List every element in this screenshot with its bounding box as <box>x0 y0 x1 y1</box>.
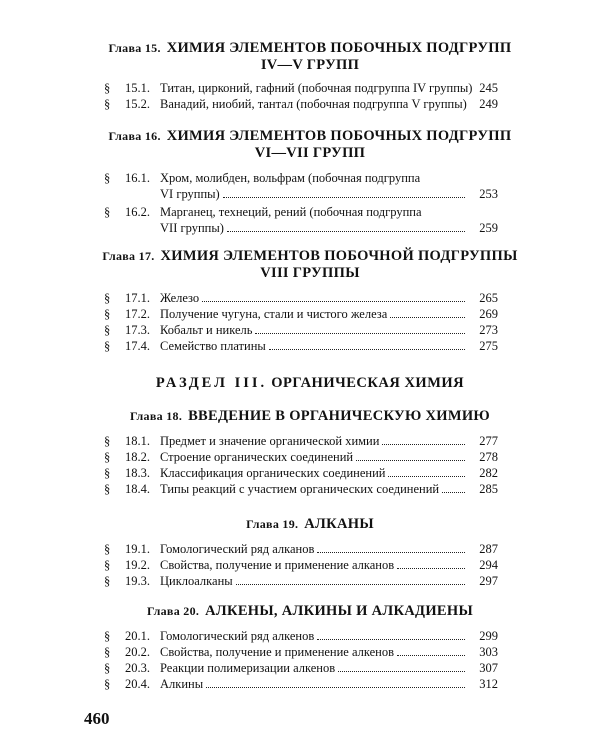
entry-number: 19.2. <box>125 558 150 572</box>
toc-entry[interactable] <box>104 96 498 112</box>
entry-number: 20.2. <box>125 645 150 659</box>
entry-number: 18.1. <box>125 434 150 448</box>
entry-title: Железо <box>160 291 200 305</box>
chapter-title: ХИМИЯ ЭЛЕМЕНТОВ ПОБОЧНОЙ ПОДГРУППЫ <box>160 248 518 264</box>
section-sign: § <box>104 542 111 556</box>
entry-number: 17.3. <box>125 323 150 337</box>
chapter-title-line2: VIII ГРУППЫ <box>260 265 360 281</box>
entry-page: 253 <box>479 187 498 201</box>
entry-title: Марганец, технеций, рений (побочная подгруппа <box>160 205 422 219</box>
chapter-title: ХИМИЯ ЭЛЕМЕНТОВ ПОБОЧНЫХ ПОДГРУПП <box>166 128 512 144</box>
toc-entry[interactable] <box>104 676 498 692</box>
section-sign: § <box>104 339 111 353</box>
leader-dots <box>202 301 465 302</box>
entry-title: Циклоалканы <box>160 574 233 588</box>
entry-title: Реакции полимеризации алкенов <box>160 661 336 675</box>
entry-title-cont: VII группы) <box>160 221 224 235</box>
section-sign: § <box>104 307 111 321</box>
entry-page: 245 <box>479 81 498 95</box>
leader-dots <box>206 687 465 688</box>
entry-number: 18.4. <box>125 482 150 496</box>
entry-title: Хром, молибден, вольфрам (побочная подгруппа <box>160 171 421 185</box>
toc-entry[interactable] <box>104 204 498 236</box>
chapter-label: Глава 17. <box>102 249 155 263</box>
entry-number: 17.1. <box>125 291 150 305</box>
entry-title: Строение органических соединений <box>160 450 354 464</box>
entry-page: 312 <box>479 677 498 691</box>
chapter-16-heading <box>100 128 520 162</box>
leader-dots <box>317 552 465 553</box>
section-sign: § <box>104 434 111 448</box>
entry-page: 273 <box>479 323 498 337</box>
section-sign: § <box>104 466 111 480</box>
toc-entry[interactable] <box>104 338 498 354</box>
chapter-label: Глава 15. <box>108 41 161 55</box>
section-sign: § <box>104 574 111 588</box>
entry-page: 287 <box>479 542 498 556</box>
entry-number: 17.4. <box>125 339 150 353</box>
toc-entry[interactable] <box>104 322 498 338</box>
entry-title: Предмет и значение органической химии <box>160 434 380 448</box>
leader-dots <box>227 231 465 232</box>
chapter-15-heading <box>100 40 520 74</box>
chapter-20-heading <box>100 603 520 620</box>
entry-number: 16.1. <box>125 171 150 185</box>
section-sign: § <box>104 97 111 111</box>
entry-title: Классификация органических соединений <box>160 466 386 480</box>
leader-dots <box>390 317 465 318</box>
chapter-17-heading <box>100 248 520 282</box>
chapter-title-line2: IV—V ГРУПП <box>260 57 360 73</box>
section-sign: § <box>104 205 111 219</box>
section-sign: § <box>104 558 111 572</box>
toc-entry[interactable] <box>104 306 498 322</box>
entry-number: 15.2. <box>125 97 150 111</box>
toc-entry[interactable] <box>104 573 498 589</box>
chapter-title: ХИМИЯ ЭЛЕМЕНТОВ ПОБОЧНЫХ ПОДГРУПП <box>166 40 512 56</box>
entry-page: 299 <box>479 629 498 643</box>
chapter-title: АЛКАНЫ <box>304 516 374 532</box>
section-sign: § <box>104 645 111 659</box>
chapter-title: АЛКЕНЫ, АЛКИНЫ И АЛКАДИЕНЫ <box>205 603 473 619</box>
entry-title: Ванадий, ниобий, тантал (побочная подгруппа V группы) <box>160 97 467 111</box>
entry-title: Кобальт и никель <box>160 323 253 337</box>
leader-dots <box>397 568 465 569</box>
entry-number: 18.3. <box>125 466 150 480</box>
chapter-19-heading <box>100 516 520 533</box>
entry-page: 285 <box>479 482 498 496</box>
entry-page: 307 <box>479 661 498 675</box>
toc-entry[interactable] <box>104 644 498 660</box>
entry-title: Свойства, получение и применение алкенов <box>160 645 395 659</box>
leader-dots <box>223 197 465 198</box>
entry-number: 17.2. <box>125 307 150 321</box>
entry-number: 19.1. <box>125 542 150 556</box>
leader-dots <box>236 584 465 585</box>
toc-entry[interactable] <box>104 465 498 481</box>
entry-title-cont: VI группы) <box>160 187 220 201</box>
part-heading <box>100 375 520 392</box>
entry-number: 20.4. <box>125 677 150 691</box>
toc-entry[interactable] <box>104 449 498 465</box>
entry-page: 265 <box>479 291 498 305</box>
page-number: 460 <box>84 709 110 728</box>
toc-entry[interactable] <box>104 557 498 573</box>
entry-title: Гомологический ряд алканов <box>160 542 315 556</box>
leader-dots <box>397 655 465 656</box>
entry-page: 277 <box>479 434 498 448</box>
part-title: ОРГАНИЧЕСКАЯ ХИМИЯ <box>271 375 465 391</box>
section-sign: § <box>104 629 111 643</box>
toc-entry[interactable] <box>104 80 498 96</box>
chapter-label: Глава 19. <box>246 517 299 531</box>
entry-page: 275 <box>479 339 498 353</box>
entry-title: Получение чугуна, стали и чистого железа <box>160 307 388 321</box>
toc-entry[interactable] <box>104 660 498 676</box>
section-sign: § <box>104 677 111 691</box>
entry-page: 297 <box>479 574 498 588</box>
section-sign: § <box>104 661 111 675</box>
entry-title: Гомологический ряд алкенов <box>160 629 315 643</box>
leader-dots <box>388 476 465 477</box>
entry-number: 16.2. <box>125 205 150 219</box>
entry-number: 18.2. <box>125 450 150 464</box>
leader-dots <box>338 671 465 672</box>
leader-dots <box>442 492 465 493</box>
section-sign: § <box>104 81 111 95</box>
toc-entry[interactable] <box>104 433 498 449</box>
entry-page: 278 <box>479 450 498 464</box>
leader-dots <box>356 460 465 461</box>
chapter-title-line2: VI—VII ГРУПП <box>254 145 366 161</box>
section-sign: § <box>104 171 111 185</box>
entry-title: Алкины <box>160 677 204 691</box>
entry-title: Титан, цирконий, гафний (побочная подгруппа IV группы) <box>160 81 473 95</box>
chapter-18-heading <box>100 408 520 425</box>
section-sign: § <box>104 291 111 305</box>
entry-number: 19.3. <box>125 574 150 588</box>
entry-page: 269 <box>479 307 498 321</box>
toc-entry[interactable] <box>104 170 498 202</box>
part-label: РАЗДЕЛ III. <box>155 375 268 391</box>
leader-dots <box>255 333 465 334</box>
leader-dots <box>269 349 465 350</box>
chapter-label: Глава 16. <box>108 129 161 143</box>
entry-page: 303 <box>479 645 498 659</box>
leader-dots <box>317 639 465 640</box>
section-sign: § <box>104 482 111 496</box>
entry-page: 249 <box>479 97 498 111</box>
toc-entry[interactable] <box>104 290 498 306</box>
entry-title: Свойства, получение и применение алканов <box>160 558 395 572</box>
entry-page: 294 <box>479 558 498 572</box>
entry-number: 15.1. <box>125 81 150 95</box>
section-sign: § <box>104 450 111 464</box>
leader-dots <box>382 444 465 445</box>
toc-entry[interactable] <box>104 628 498 644</box>
entry-page: 259 <box>479 221 498 235</box>
section-sign: § <box>104 323 111 337</box>
entry-title: Семейство платины <box>160 339 266 353</box>
chapter-title: ВВЕДЕНИЕ В ОРГАНИЧЕСКУЮ ХИМИЮ <box>188 408 491 424</box>
entry-page: 282 <box>479 466 498 480</box>
chapter-label: Глава 20. <box>147 604 200 618</box>
toc-entry[interactable] <box>104 541 498 557</box>
entry-number: 20.3. <box>125 661 150 675</box>
entry-number: 20.1. <box>125 629 150 643</box>
chapter-label: Глава 18. <box>129 409 183 423</box>
entry-title: Типы реакций с участием органических соединений <box>160 482 440 496</box>
toc-entry[interactable] <box>104 481 498 497</box>
